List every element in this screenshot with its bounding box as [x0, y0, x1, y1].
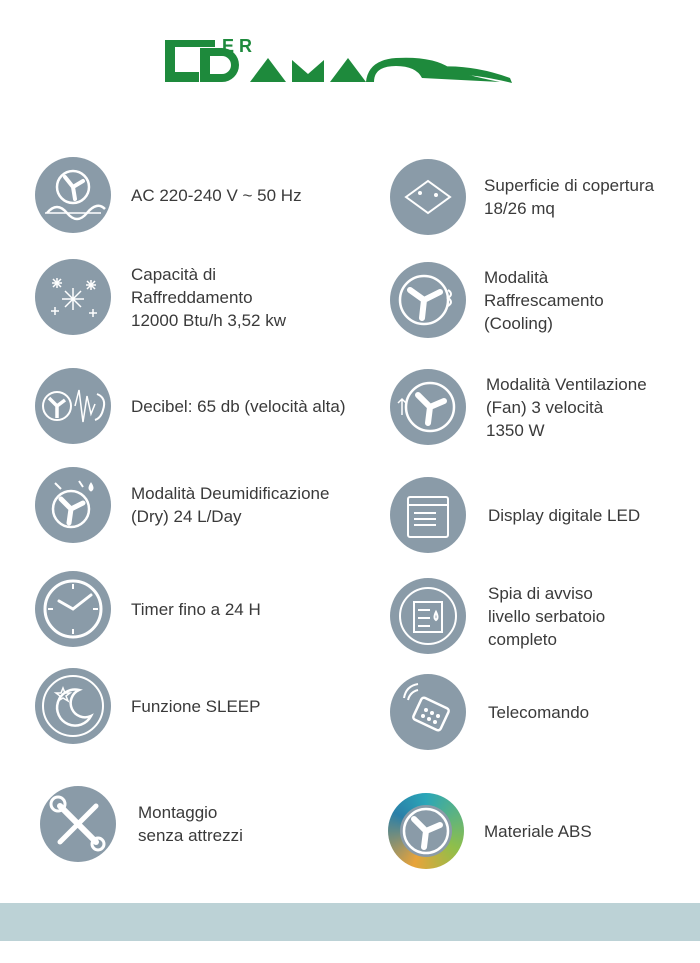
- decibel-ear-icon: [35, 368, 111, 444]
- feature-cooling-mode: [390, 262, 604, 338]
- feature-label: Materiale ABS: [484, 821, 592, 841]
- feature-remote: [390, 674, 589, 750]
- feature-timer: [35, 571, 261, 647]
- led-display-icon: [390, 477, 466, 553]
- clock-icon: [35, 571, 111, 647]
- feature-label: Display digitale LED: [488, 505, 641, 525]
- moon-star-icon: [35, 668, 111, 744]
- feature-tank-warning: [390, 578, 605, 654]
- feature-label: Capacità di Raffreddamento 12000 Btu/h 3,52 kw: [131, 264, 287, 330]
- feature-abs-material: [388, 793, 592, 869]
- cooling-fan-icon: [390, 262, 466, 338]
- feature-power: [35, 157, 302, 233]
- svg-text:E R: E R: [222, 36, 253, 56]
- remote-control-icon: [390, 674, 466, 750]
- feature-sleep: [35, 668, 260, 744]
- feature-coverage: [390, 159, 654, 235]
- feature-label: Decibel: 65 db (velocità alta): [131, 396, 346, 416]
- feature-toolless: [40, 786, 243, 862]
- feature-label: Timer fino a 24 H: [131, 599, 261, 619]
- feature-label: Telecomando: [488, 702, 590, 722]
- tank-warning-icon: [390, 578, 466, 654]
- ventilation-fan-icon: [390, 369, 466, 445]
- feature-label: Modalità Raffrescamento (Cooling): [484, 267, 604, 333]
- feature-label: AC 220-240 V ~ 50 Hz: [131, 185, 302, 205]
- dehumidify-icon: [35, 467, 111, 543]
- abs-material-icon: [388, 793, 464, 869]
- feature-label: Superficie di copertura 18/26 mq: [484, 176, 655, 218]
- feature-label: Spia di avviso livello serbatoio completo: [488, 583, 606, 649]
- footer-band: [0, 903, 700, 941]
- feature-dehumidify: [35, 467, 329, 543]
- feature-led-display: [390, 477, 640, 553]
- feature-label: Montaggio senza attrezzi: [138, 803, 243, 845]
- ferdamas-logo: [160, 30, 520, 92]
- feature-ventilation: [390, 369, 647, 445]
- area-coverage-icon: [390, 159, 466, 235]
- fan-power-icon: [35, 157, 111, 233]
- feature-cooling-capacity: [35, 259, 286, 335]
- feature-decibel: [35, 368, 346, 444]
- feature-label: Modalità Deumidificazione (Dry) 24 L/Day: [131, 484, 330, 526]
- tools-icon: [40, 786, 116, 862]
- snowflakes-icon: [35, 259, 111, 335]
- feature-label: Modalità Ventilazione (Fan) 3 velocità 1350 W: [486, 374, 647, 440]
- feature-label: Funzione SLEEP: [131, 696, 261, 716]
